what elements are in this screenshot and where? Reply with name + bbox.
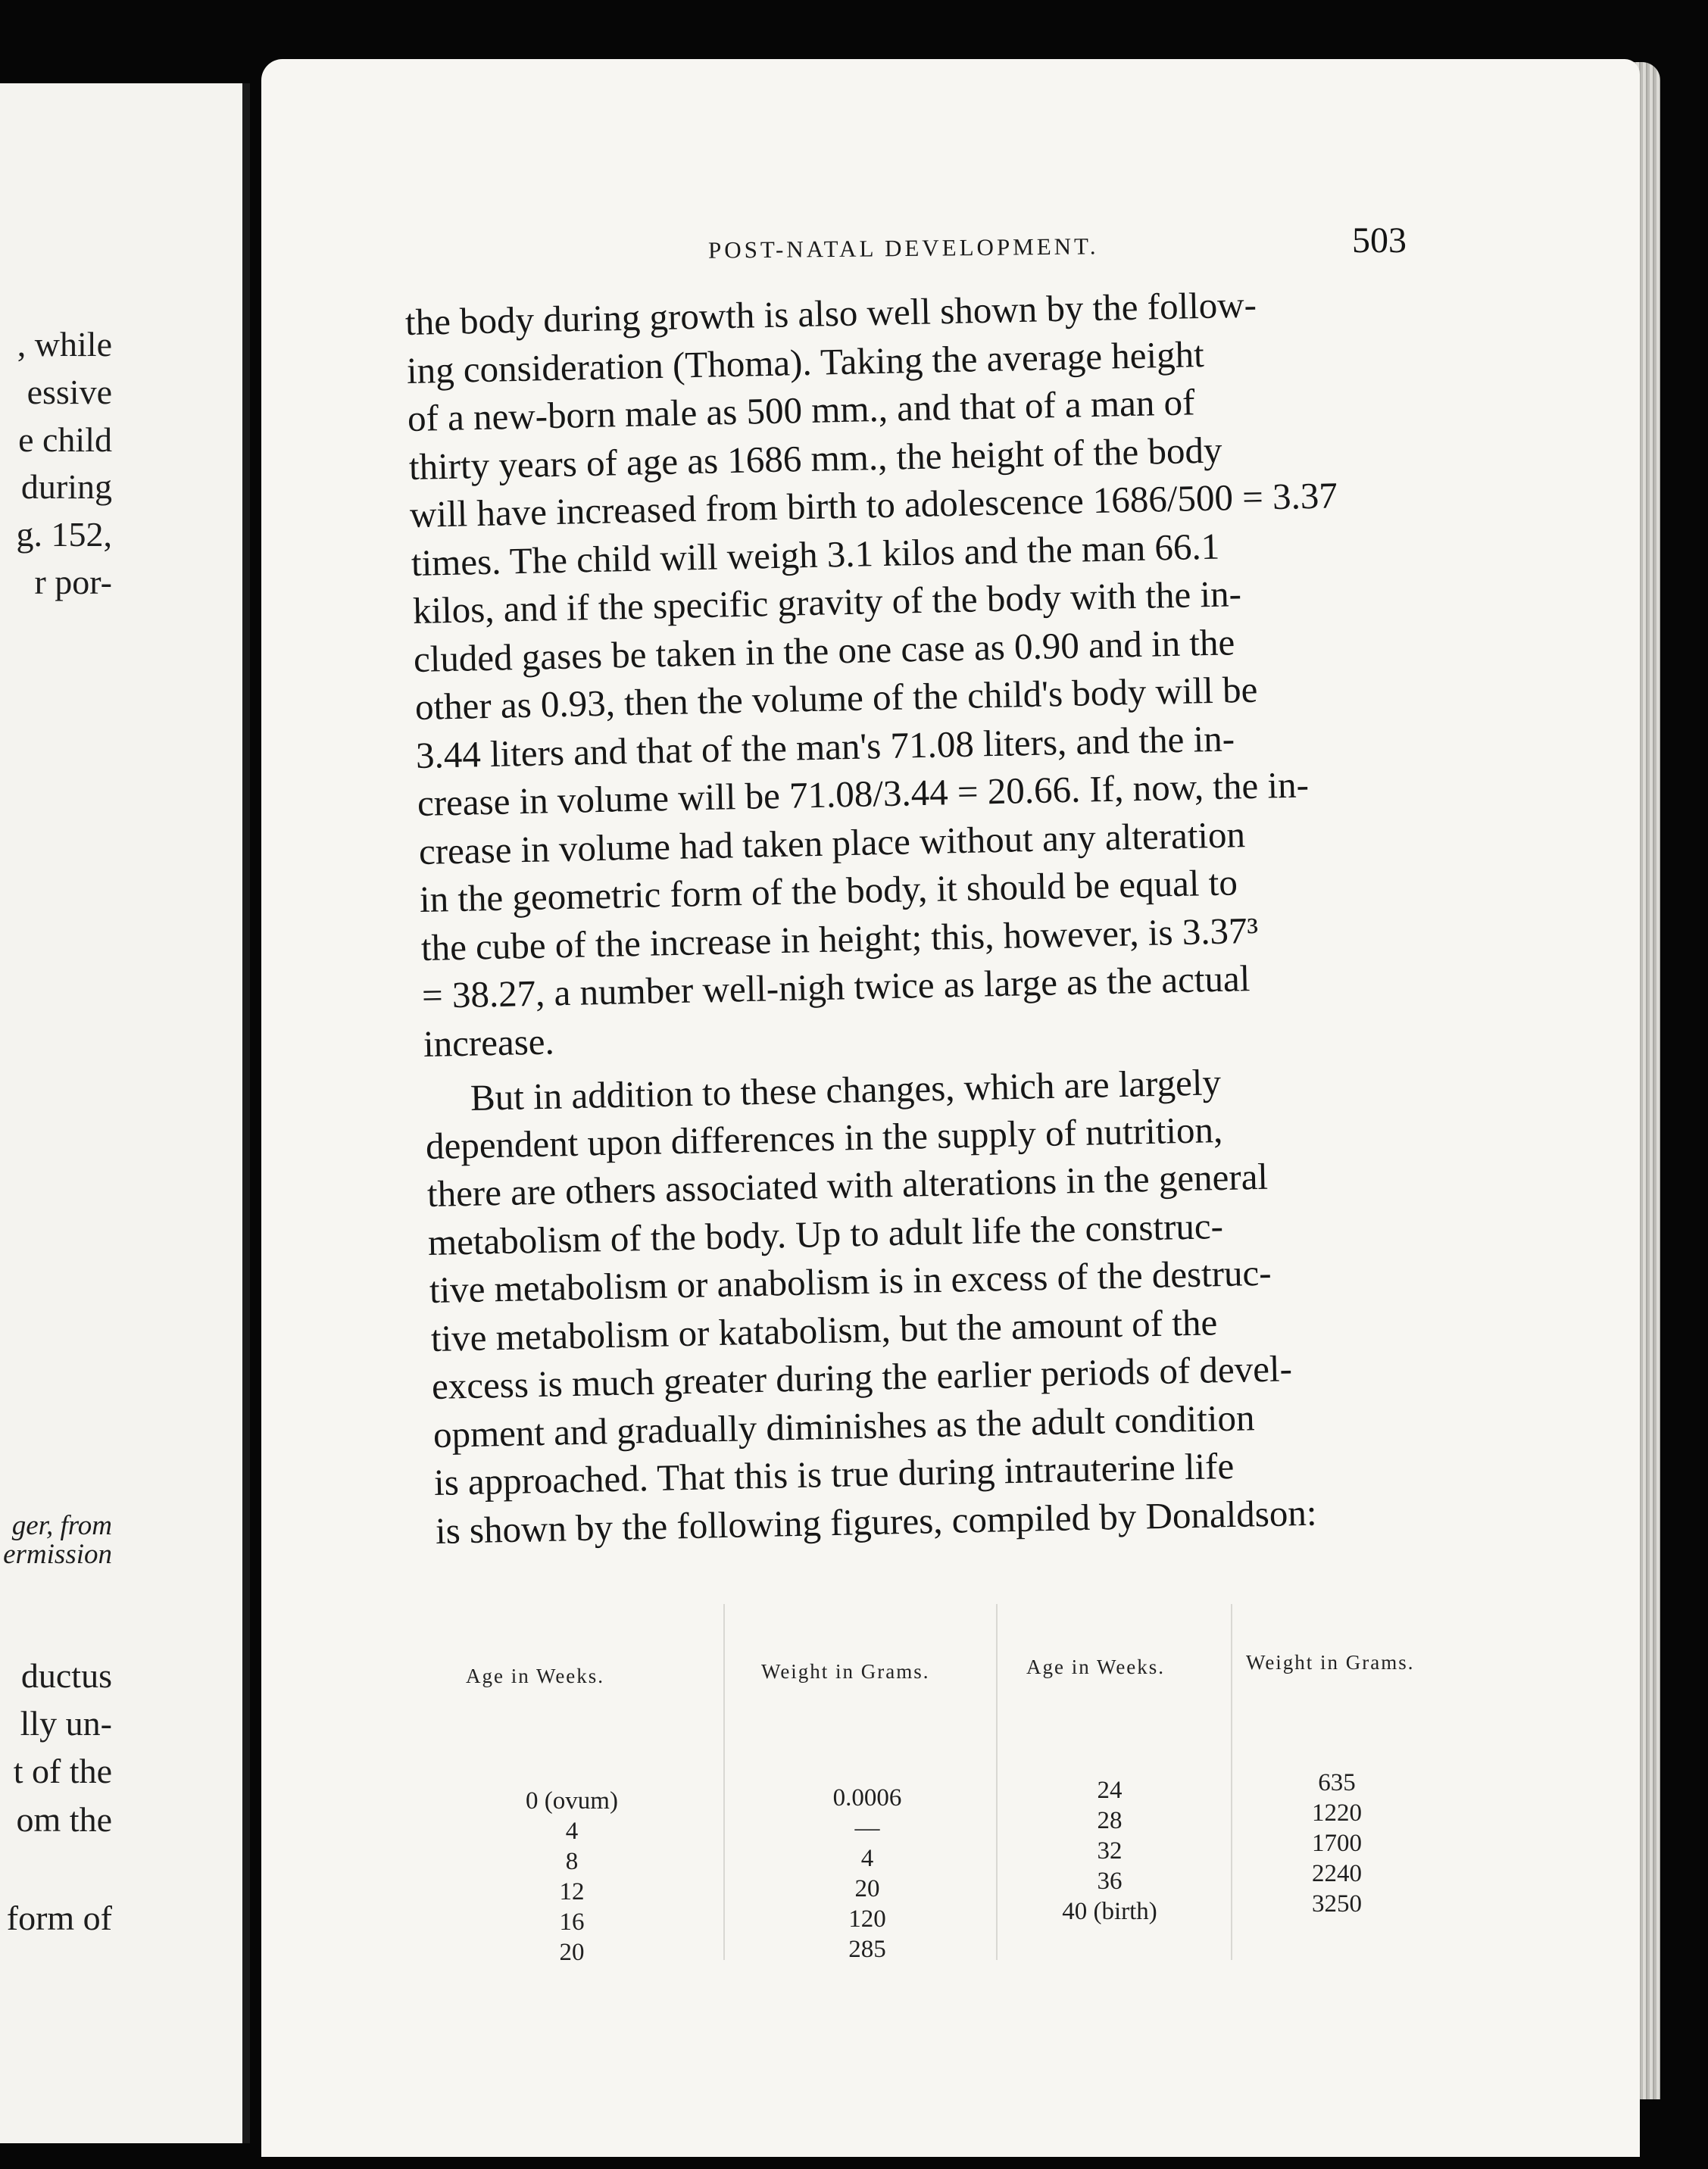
- table-cell-weight: 3250: [1312, 1890, 1362, 1918]
- table-rule: [723, 1604, 725, 1960]
- table-cell-age: 12: [559, 1878, 585, 1905]
- body-line: thirty years of age as 1686 mm., the height of the body: [408, 429, 1222, 488]
- body-line: the cube of the increase in height; this, however, is 3.37³: [420, 909, 1259, 969]
- body-line: ing consideration (Thoma). Taking the average height: [406, 332, 1204, 392]
- body-line: in the geometric form of the body, it should be equal to: [419, 861, 1238, 920]
- body-line: increase.: [423, 1019, 555, 1065]
- body-line: excess is much greater during the earlier periods of devel-: [431, 1347, 1293, 1407]
- table-cell-weight: 4: [860, 1845, 874, 1872]
- table-rule: [1231, 1604, 1232, 1960]
- previous-page-caption-line: ger, from: [11, 1510, 112, 1541]
- previous-page: [0, 83, 250, 2143]
- table-cell-age: 32: [1097, 1837, 1123, 1865]
- body-line: the body during growth is also well shown by the follow-: [404, 283, 1257, 343]
- body-line: 3.44 liters and that of the man's 71.08 liters, and the in-: [415, 716, 1235, 776]
- table-cell-weight: 1220: [1312, 1799, 1362, 1827]
- table-column-age-1: [481, 1786, 663, 1968]
- weight-table: [436, 1604, 1481, 2005]
- table-cell-weight: 635: [1318, 1769, 1356, 1796]
- body-line: But in addition to these changes, which are largely: [470, 1061, 1222, 1119]
- previous-page-line: , while: [17, 325, 112, 364]
- previous-page-line: e child: [18, 420, 112, 459]
- previous-page-line: essive: [27, 373, 112, 411]
- table-header-age-1: Age in Weeks.: [466, 1665, 605, 1687]
- table-cell-age: 8: [565, 1848, 579, 1875]
- previous-page-line: ductus: [20, 1656, 112, 1695]
- body-line: there are others associated with alterations in the general: [426, 1155, 1269, 1215]
- table-cell-weight: 120: [848, 1905, 886, 1933]
- body-line: is shown by the following figures, compiled by Donaldson:: [435, 1491, 1317, 1552]
- previous-page-line: lly un-: [20, 1704, 112, 1743]
- previous-page-caption-line: ermission: [3, 1539, 112, 1570]
- table-rule: [996, 1604, 998, 1960]
- page-number: 503: [1352, 220, 1407, 261]
- table-header-age-2: Age in Weeks.: [1026, 1656, 1166, 1678]
- table-cell-age: 40 (birth): [1062, 1898, 1157, 1925]
- previous-page-line: form of: [6, 1899, 112, 1937]
- body-line: kilos, and if the specific gravity of the body with the in-: [412, 573, 1241, 632]
- body-line: = 38.27, a number well-nigh twice as large as the actual: [421, 957, 1251, 1016]
- table-header-weight-1: Weight in Grams.: [761, 1660, 930, 1683]
- table-column-weight-2: [1269, 1768, 1405, 1919]
- book-page: [261, 59, 1640, 2157]
- table-cell-weight: —: [854, 1815, 880, 1842]
- previous-page-line: g. 152,: [16, 515, 112, 554]
- body-line: dependent upon differences in the supply of nutrition,: [425, 1108, 1223, 1167]
- body-line: opment and gradually diminishes as the adult condition: [432, 1396, 1255, 1456]
- table-cell-weight: 0.0006: [832, 1784, 902, 1812]
- body-line: crease in volume will be 71.08/3.44 = 20.66. If, now, the in-: [417, 763, 1310, 824]
- table-header-weight-2: Weight in Grams.: [1246, 1651, 1415, 1674]
- table-cell-weight: 1700: [1312, 1830, 1362, 1857]
- body-line: of a new-born male as 500 mm., and that of a man of: [407, 381, 1196, 439]
- table-column-weight-1: [792, 1783, 943, 1965]
- body-line: other as 0.93, then the volume of the child's body will be: [414, 668, 1258, 728]
- body-line: metabolism of the body. Up to adult life the construc-: [427, 1204, 1224, 1263]
- body-line: tive metabolism or anabolism is in excess of the destruc-: [429, 1251, 1272, 1311]
- table-column-age-2: [1041, 1775, 1178, 1927]
- table-cell-age: 16: [559, 1908, 585, 1936]
- body-line: will have increased from birth to adolescence 1686/500 = 3.37: [409, 474, 1338, 535]
- previous-page-line: r por-: [34, 563, 112, 601]
- body-line: is approached. That this is true during intrauterine life: [433, 1444, 1235, 1503]
- table-cell-age: 28: [1097, 1807, 1123, 1834]
- table-cell-age: 24: [1097, 1777, 1123, 1804]
- previous-page-line: during: [20, 467, 112, 506]
- table-cell-weight: 20: [854, 1875, 880, 1902]
- table-cell-age: 36: [1097, 1868, 1123, 1895]
- previous-page-line: t of the: [13, 1752, 112, 1790]
- page-header: [261, 59, 1640, 301]
- table-cell-age: 4: [565, 1818, 579, 1845]
- previous-page-line: om the: [16, 1800, 112, 1839]
- body-line: crease in volume had taken place without any alteration: [418, 813, 1246, 872]
- table-cell-age: 20: [559, 1939, 585, 1966]
- running-head: POST-NATAL DEVELOPMENT.: [707, 233, 1099, 264]
- body-line: times. The child will weigh 3.1 kilos and the man 66.1: [411, 525, 1220, 584]
- body-line: cluded gases be taken in the one case as 0.90 and in the: [413, 620, 1235, 680]
- table-cell-age: 0 (ovum): [526, 1787, 618, 1815]
- body-line: tive metabolism or katabolism, but the amount of the: [430, 1300, 1218, 1359]
- table-cell-weight: 2240: [1312, 1860, 1362, 1887]
- table-cell-weight: 285: [848, 1936, 886, 1963]
